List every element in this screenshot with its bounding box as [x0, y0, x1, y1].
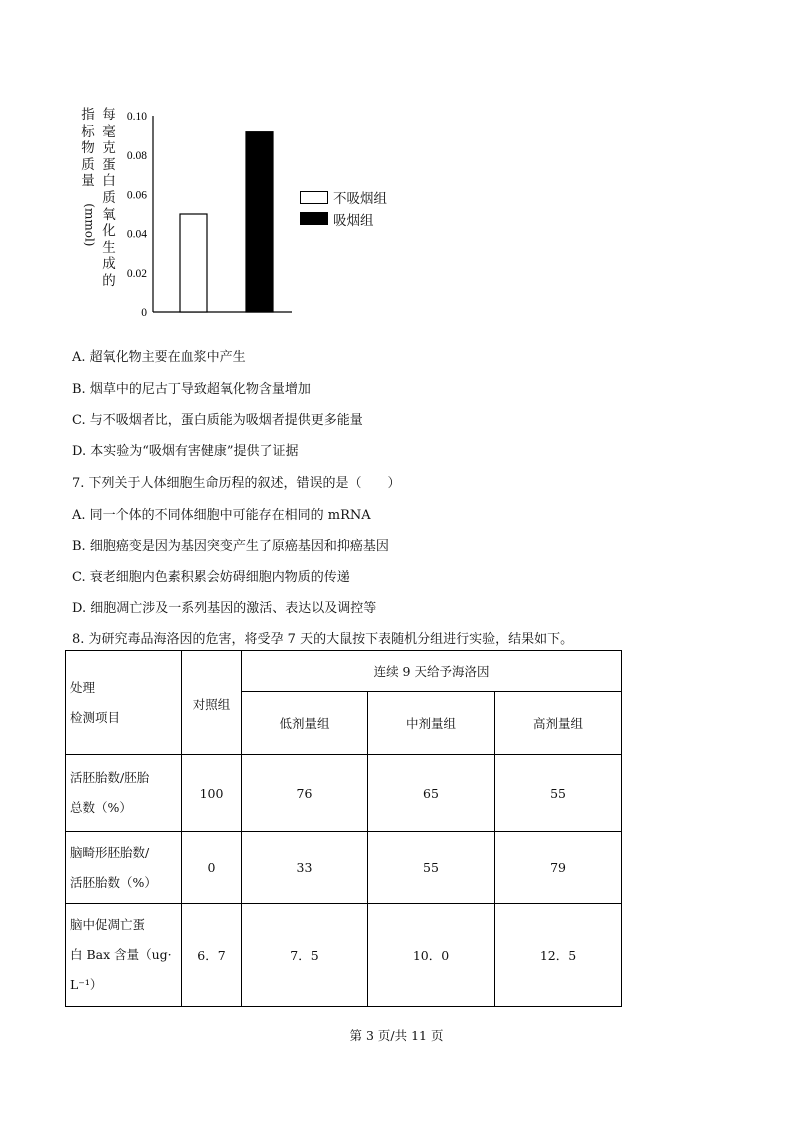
legend-swatch-smoker — [300, 212, 328, 225]
q7-option-c: C. 衰老细胞内色素积累会妨碍细胞内物质的传递 — [72, 570, 350, 585]
q7-option-d: D. 细胞凋亡涉及一系列基因的激活、表达以及调控等 — [72, 601, 377, 616]
table-row — [66, 832, 622, 904]
row-label-line: 活胚胎数（%） — [70, 874, 157, 890]
q8-stem: 8. 为研究毒品海洛因的危害，将受孕 7 天的大鼠按下表随机分组进行实验，结果如下。 — [72, 632, 574, 647]
corner-top-label: 处理 — [70, 679, 96, 695]
cell-mid: 10．0 — [368, 904, 495, 1007]
cell-mid: 65 — [368, 755, 495, 832]
cell-low: 76 — [242, 755, 368, 832]
row-label — [66, 904, 182, 1007]
y-label-char: 物 — [81, 140, 95, 157]
legend-swatch-nonsmoker — [300, 191, 328, 204]
y-label-char: 标 — [81, 123, 95, 140]
y-tick-label: 0 — [141, 307, 147, 319]
y-label-char: 质 — [102, 189, 116, 206]
y-tick-label: 0.04 — [126, 228, 147, 241]
experiment-table — [65, 650, 622, 1007]
y-label-char: 蛋 — [102, 156, 116, 173]
row-label-line: 脑畸形胚胎数/ — [70, 844, 150, 860]
dose-header-low: 低剂量组 — [242, 692, 368, 755]
y-label-char: 质 — [81, 156, 95, 173]
cell-high: 55 — [495, 755, 622, 832]
dose-header-high: 高剂量组 — [495, 692, 622, 755]
dose-header-mid: 中剂量组 — [368, 692, 495, 755]
cell-mid: 55 — [368, 832, 495, 904]
q6-option-c: C. 与不吸烟者比，蛋白质能为吸烟者提供更多能量 — [72, 413, 363, 428]
y-tick-label: 0.06 — [126, 189, 147, 202]
y-label-char: 生 — [102, 239, 116, 256]
y-tick-label: 0.10 — [126, 111, 147, 123]
group-header: 连续 9 天给予海洛因 — [242, 651, 622, 692]
row-label-line: 白 Bax 含量（ug· — [70, 947, 172, 962]
y-label-char: 成 — [102, 256, 116, 273]
q6-option-d: D. 本实验为“吸烟有害健康”提供了证据 — [72, 444, 299, 459]
y-label-char: 每 — [102, 107, 116, 123]
cell-control: 6．7 — [182, 904, 242, 1007]
row-label-line: 活胚胎数/胚胎 — [70, 770, 150, 785]
y-label-char: 氧 — [102, 206, 116, 223]
cell-low: 7．5 — [242, 904, 368, 1007]
q7-stem: 7. 下列关于人体细胞生命历程的叙述，错误的是（ ） — [72, 476, 401, 491]
table-corner-cell — [66, 651, 182, 755]
row-label-line: 脑中促凋亡蛋 — [70, 917, 146, 932]
corner-bottom-label: 检测项目 — [70, 709, 121, 725]
q7-option-a: A. 同一个体的不同体细胞中可能存在相同的 mRNA — [72, 508, 371, 523]
cell-high: 12．5 — [495, 904, 622, 1007]
q6-option-a: A. 超氧化物主要在血浆中产生 — [72, 350, 246, 365]
legend-label-nonsmoker: 不吸烟组 — [333, 191, 387, 207]
cell-low: 33 — [242, 832, 368, 904]
row-label-line: L⁻¹） — [70, 977, 103, 992]
cell-high: 79 — [495, 832, 622, 904]
row-label — [66, 832, 182, 904]
cell-control: 0 — [182, 832, 242, 904]
y-label-char: 指 — [81, 107, 95, 123]
y-label-unit: (mmol) — [82, 203, 97, 247]
chart-plot — [0, 0, 400, 330]
bar-smoker — [246, 132, 273, 312]
y-label-char: 克 — [102, 140, 116, 157]
y-tick-label: 0.08 — [126, 150, 147, 163]
cell-control: 100 — [182, 755, 242, 832]
y-label-char: 量 — [81, 173, 95, 190]
q6-option-b: B. 烟草中的尼古丁导致超氧化物含量增加 — [72, 382, 311, 397]
table-row — [66, 904, 622, 1007]
y-label-char: 化 — [102, 223, 116, 240]
control-header: 对照组 — [182, 651, 242, 755]
q7-option-b: B. 细胞癌变是因为基因突变产生了原癌基因和抑癌基因 — [72, 539, 389, 554]
table-row — [66, 755, 622, 832]
y-label-char: 毫 — [102, 123, 116, 140]
legend-label-smoker: 吸烟组 — [333, 213, 374, 229]
row-label-line: 总数（%） — [70, 800, 132, 815]
y-label-char: 的 — [102, 272, 116, 289]
bar-nonsmoker — [180, 214, 207, 312]
y-tick-label: 0.02 — [126, 267, 147, 280]
page-footer: 第 3 页/共 11 页 — [349, 1028, 444, 1043]
row-label — [66, 755, 182, 832]
y-label-char: 白 — [102, 173, 116, 190]
